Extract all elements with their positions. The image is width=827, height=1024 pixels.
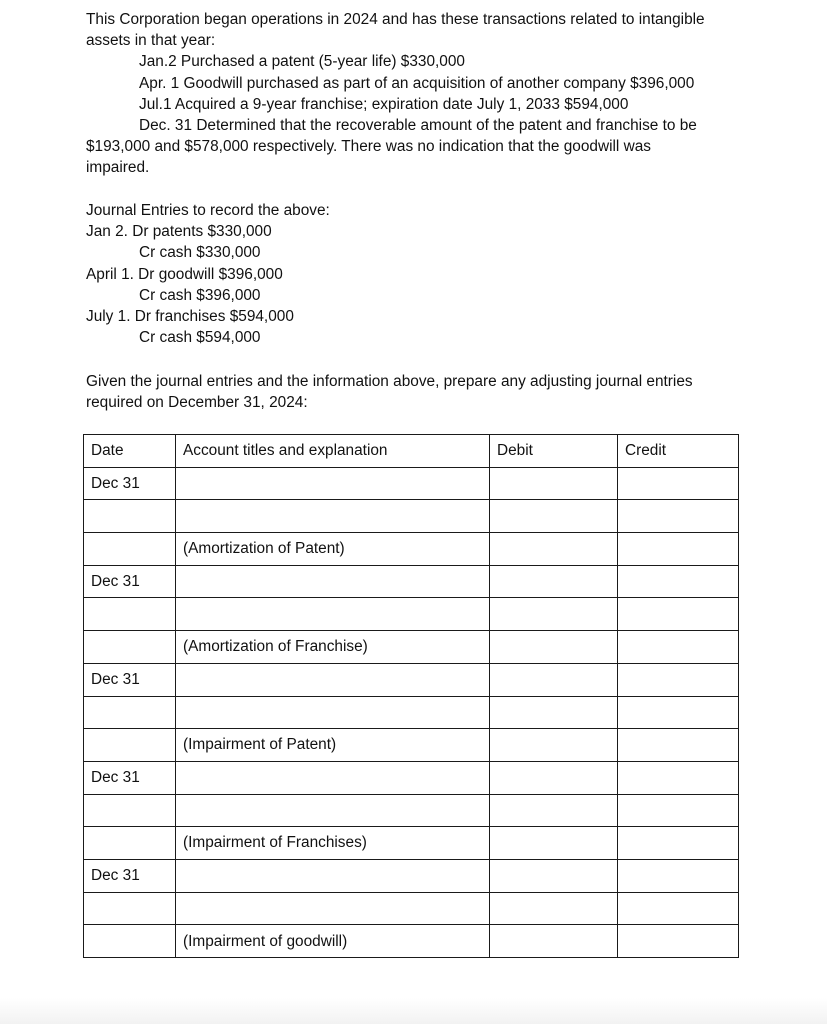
credit-cell[interactable] (618, 631, 739, 664)
account-cell[interactable] (176, 663, 490, 696)
table-row (84, 892, 739, 925)
account-cell[interactable] (176, 859, 490, 892)
debit-cell[interactable] (490, 533, 618, 566)
account-cell[interactable] (176, 467, 490, 500)
credit-cell[interactable] (618, 761, 739, 794)
table-row (84, 565, 739, 598)
credit-cell[interactable] (618, 467, 739, 500)
credit-cell[interactable] (618, 500, 739, 533)
date-cell (84, 892, 176, 925)
continuation-line: $193,000 and $578,000 respectively. There was no indication that the goodwill was (86, 138, 651, 156)
date-cell: Dec 31 (84, 663, 176, 696)
intro-paragraph (86, 9, 766, 179)
journal-heading: Journal Entries to record the above: (86, 202, 330, 219)
intro-text-line: This Corporation began operations in 2024 and has these transactions related to intangible (86, 11, 705, 28)
question-prompt (86, 371, 766, 413)
credit-cell[interactable] (618, 533, 739, 566)
credit-cell[interactable] (618, 892, 739, 925)
date-cell (84, 500, 176, 533)
header-credit: Credit (618, 435, 739, 468)
account-cell[interactable]: (Impairment of goodwill) (176, 925, 490, 958)
account-cell[interactable] (176, 565, 490, 598)
date-cell (84, 631, 176, 664)
credit-cell[interactable] (618, 729, 739, 762)
account-cell[interactable] (176, 892, 490, 925)
debit-cell[interactable] (490, 761, 618, 794)
table-row (84, 663, 739, 696)
debit-cell[interactable] (490, 827, 618, 860)
header-account: Account titles and explanation (176, 435, 490, 468)
journal-line: April 1. Dr goodwill $396,000 (86, 265, 283, 283)
debit-cell[interactable] (490, 500, 618, 533)
date-cell: Dec 31 (84, 565, 176, 598)
table-row (84, 696, 739, 729)
debit-cell[interactable] (490, 565, 618, 598)
debit-cell[interactable] (490, 729, 618, 762)
credit-cell[interactable] (618, 663, 739, 696)
transaction-line: Jul.1 Acquired a 9-year franchise; expiration date July 1, 2033 $594,000 (139, 95, 629, 113)
page-bottom-edge (0, 998, 827, 1024)
date-cell: Dec 31 (84, 859, 176, 892)
table-row (84, 631, 739, 664)
journal-entries-block (86, 200, 766, 348)
table-row (84, 794, 739, 827)
prompt-line: required on December 31, 2024: (86, 394, 308, 412)
debit-cell[interactable] (490, 467, 618, 500)
transaction-line: Dec. 31 Determined that the recoverable amount of the patent and franchise to be (139, 117, 697, 135)
continuation-line: impaired. (86, 159, 150, 177)
credit-cell[interactable] (618, 794, 739, 827)
table-row (84, 500, 739, 533)
account-cell[interactable] (176, 794, 490, 827)
journal-line: Jan 2. Dr patents $330,000 (86, 223, 272, 241)
account-cell[interactable] (176, 598, 490, 631)
debit-cell[interactable] (490, 925, 618, 958)
transaction-line: Jan.2 Purchased a patent (5-year life) $330,000 (139, 53, 465, 71)
prompt-line: Given the journal entries and the information above, prepare any adjusting journal entries (86, 373, 693, 390)
journal-line: Cr cash $330,000 (139, 244, 261, 262)
journal-line: Cr cash $594,000 (139, 329, 261, 347)
table-row (84, 761, 739, 794)
debit-cell[interactable] (490, 696, 618, 729)
debit-cell[interactable] (490, 631, 618, 664)
table-row (84, 827, 739, 860)
date-cell (84, 729, 176, 762)
debit-cell[interactable] (490, 663, 618, 696)
date-cell (84, 696, 176, 729)
table-row (84, 467, 739, 500)
debit-cell[interactable] (490, 892, 618, 925)
account-cell[interactable] (176, 500, 490, 533)
date-cell (84, 533, 176, 566)
table-header-row (84, 435, 739, 468)
credit-cell[interactable] (618, 859, 739, 892)
debit-cell[interactable] (490, 859, 618, 892)
account-cell[interactable] (176, 696, 490, 729)
date-cell: Dec 31 (84, 761, 176, 794)
intro-text-line: assets in that year: (86, 32, 216, 50)
table-row (84, 598, 739, 631)
date-cell (84, 598, 176, 631)
journal-entry-table (83, 434, 739, 958)
account-cell[interactable]: (Impairment of Franchises) (176, 827, 490, 860)
account-cell[interactable]: (Amortization of Patent) (176, 533, 490, 566)
debit-cell[interactable] (490, 794, 618, 827)
journal-line: July 1. Dr franchises $594,000 (86, 308, 294, 326)
credit-cell[interactable] (618, 827, 739, 860)
header-date: Date (84, 435, 176, 468)
table-row (84, 859, 739, 892)
account-cell[interactable]: (Impairment of Patent) (176, 729, 490, 762)
credit-cell[interactable] (618, 565, 739, 598)
journal-line: Cr cash $396,000 (139, 286, 261, 304)
credit-cell[interactable] (618, 696, 739, 729)
date-cell: Dec 31 (84, 467, 176, 500)
transaction-line: Apr. 1 Goodwill purchased as part of an acquisition of another company $396,000 (139, 74, 695, 92)
header-debit: Debit (490, 435, 618, 468)
credit-cell[interactable] (618, 925, 739, 958)
account-cell[interactable]: (Amortization of Franchise) (176, 631, 490, 664)
table-row (84, 925, 739, 958)
debit-cell[interactable] (490, 598, 618, 631)
date-cell (84, 794, 176, 827)
account-cell[interactable] (176, 761, 490, 794)
table-row (84, 533, 739, 566)
credit-cell[interactable] (618, 598, 739, 631)
table-row (84, 729, 739, 762)
date-cell (84, 827, 176, 860)
date-cell (84, 925, 176, 958)
